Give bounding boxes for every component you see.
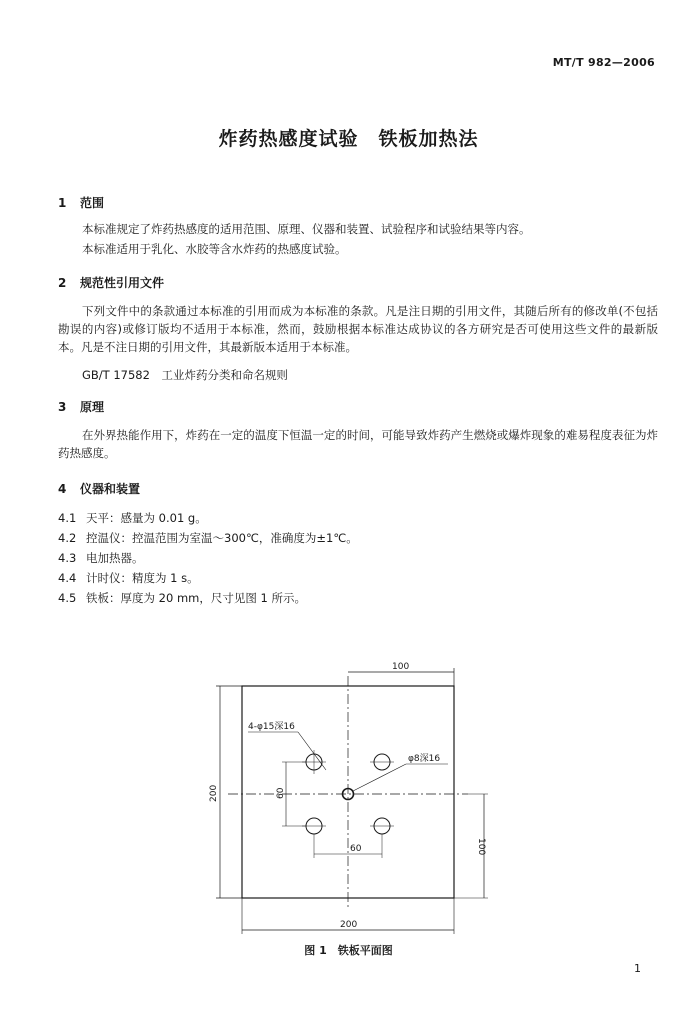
item-number: 4.1 [58,511,77,525]
list-item [58,510,207,526]
section-1-heading [58,194,104,211]
list-item [58,570,199,586]
leader-line [353,764,406,791]
small-hole-label: φ8深16 [408,754,441,764]
item-number: 4.4 [58,571,77,585]
top-width-label: 100 [392,662,410,672]
section-title: 仪器和装置 [80,482,141,496]
bottom-width-label: 200 [340,920,358,930]
list-item [58,550,144,566]
large-hole-label: 4-φ15深16 [248,722,295,732]
paragraph: 本标准适用于乳化、水胶等含水炸药的热感度试验。 [82,242,347,256]
section-2-heading [58,274,164,291]
section-title: 规范性引用文件 [80,276,165,290]
list-item [58,530,358,546]
vertical-spacing-label: 60 [276,787,286,799]
iron-plate-figure [200,658,500,938]
document-title: 炸药热感度试验 铁板加热法 [218,128,479,150]
right-height-label: 100 [476,838,486,856]
item-text: 计时仪：精度为 1 s。 [86,571,199,585]
item-number: 4.2 [58,531,77,545]
item-number: 4.3 [58,551,77,565]
horizontal-spacing-label: 60 [350,844,362,854]
section-number: 3 [58,400,67,414]
leader-line [298,732,326,770]
page-number: 1 [634,962,641,975]
paragraph: 下列文件中的条款通过本标准的引用而成为本标准的条款。凡是注日期的引用文件，其随后所有的修改单(不包括勘误的内容)或修订版均不适用于本标准，然而，鼓励根据本标准达成协议的各方研究是否可使用这些文件的最新版本。凡是不注日期的引用文件，其最新版本适用于本标准。 [58,304,658,354]
item-text: 电加热器。 [86,551,144,565]
left-height-label: 200 [209,784,219,802]
item-text: 控温仪：控温范围为室温～300℃，准确度为±1℃。 [86,531,358,545]
item-text: 天平：感量为 0.01 g。 [86,511,207,525]
normative-reference: GB/T 17582 工业炸药分类和命名规则 [82,368,288,382]
paragraph: 在外界热能作用下，炸药在一定的温度下恒温一定的时间，可能导致炸药产生燃烧或爆炸现象的难易程度表征为炸药热感度。 [58,428,658,460]
section-4-heading [58,480,140,497]
section-3-heading [58,398,104,415]
standard-number: MT/T 982—2006 [552,56,655,69]
section-title: 原理 [80,400,105,414]
item-number: 4.5 [58,591,77,605]
section-number: 4 [58,482,67,496]
section-number: 2 [58,276,67,290]
iron-plate-drawing [200,658,500,938]
figure-caption: 图 1 铁板平面图 [304,944,393,957]
item-text: 铁板：厚度为 20 mm，尺寸见图 1 所示。 [86,591,306,605]
section-title: 范围 [80,196,105,210]
section-number: 1 [58,196,67,210]
paragraph: 本标准规定了炸药热感度的适用范围、原理、仪器和装置、试验程序和试验结果等内容。 [82,222,531,236]
list-item [58,590,306,606]
